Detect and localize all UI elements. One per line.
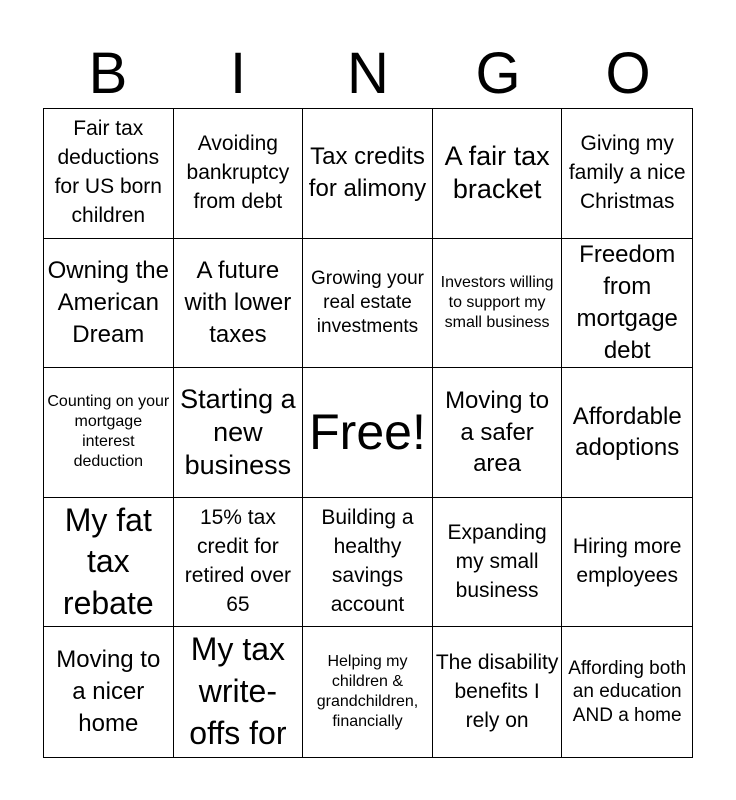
bingo-cell-i3[interactable] (174, 368, 304, 498)
bingo-cell-o1[interactable] (562, 109, 692, 239)
bingo-cell-i4[interactable] (174, 498, 304, 628)
cell-text: Free! (309, 404, 426, 461)
cell-text: Building a healthy savings account (321, 506, 414, 617)
cell-text: Freedom from mortgage debt (576, 241, 678, 364)
header-letter-i: I (229, 41, 247, 106)
cell-text: Starting a new business (180, 384, 296, 480)
cell-text: Fair tax deductions for US born children (54, 117, 162, 228)
cell-text: Helping my children & grandchildren, financially (316, 653, 419, 731)
bingo-cell-g2[interactable] (433, 239, 563, 369)
cell-text: Giving my family a nice Christmas (568, 131, 686, 213)
cell-text: Investors willing to support my small business (440, 273, 554, 331)
header-letter-b: B (88, 41, 128, 106)
header-letter-o: O (605, 41, 651, 106)
cell-text: Tax credits for alimony (308, 143, 427, 203)
bingo-cell-o4[interactable] (562, 498, 692, 628)
bingo-cell-o3[interactable] (562, 368, 692, 498)
bingo-cell-g4[interactable] (433, 498, 563, 628)
cell-text: My fat tax rebate (62, 501, 154, 621)
bingo-cell-i5[interactable] (174, 627, 304, 757)
cell-text: Counting on your mortgage interest deduction (47, 393, 170, 471)
cell-text: A fair tax bracket (444, 141, 550, 205)
bingo-cell-g1[interactable] (433, 109, 563, 239)
cell-text: Owning the American Dream (47, 257, 169, 348)
cell-text: 15% tax credit for retired over 65 (184, 506, 291, 617)
cell-text: Moving to a safer area (445, 386, 550, 478)
bingo-board (43, 108, 693, 758)
cell-text: Expanding my small business (447, 520, 547, 602)
bingo-cell-g5[interactable] (433, 627, 563, 757)
cell-text: Affording both an education AND a home (568, 657, 687, 727)
bingo-cell-b1[interactable] (44, 109, 174, 239)
bingo-cell-g3[interactable] (433, 368, 563, 498)
bingo-cell-o2[interactable] (562, 239, 692, 369)
header-letter-g: G (475, 41, 521, 106)
cell-text: Moving to a nicer home (56, 646, 161, 738)
cell-text: My tax write-offs for (189, 631, 287, 751)
cell-text: Avoiding bankruptcy from debt (186, 131, 290, 213)
cell-text: The disability benefits I rely on (435, 650, 559, 732)
bingo-cell-b2[interactable] (44, 239, 174, 369)
bingo-cell-i1[interactable] (174, 109, 304, 239)
bingo-cell-b3[interactable] (44, 368, 174, 498)
cell-text: Growing your real estate investments (310, 268, 424, 337)
bingo-cell-free[interactable] (303, 368, 433, 498)
cell-text: Affordable adoptions (572, 402, 682, 462)
header-letter-n: N (347, 41, 389, 106)
cell-text: A future with lower taxes (184, 257, 292, 348)
cell-text: Hiring more employees (572, 535, 682, 588)
bingo-cell-b4[interactable] (44, 498, 174, 628)
bingo-cell-n5[interactable] (303, 627, 433, 757)
bingo-cell-i2[interactable] (174, 239, 304, 369)
bingo-cell-n2[interactable] (303, 239, 433, 369)
bingo-cell-n1[interactable] (303, 109, 433, 239)
bingo-cell-n4[interactable] (303, 498, 433, 628)
bingo-cell-o5[interactable] (562, 627, 692, 757)
bingo-cell-b5[interactable] (44, 627, 174, 757)
bingo-header (43, 40, 693, 108)
